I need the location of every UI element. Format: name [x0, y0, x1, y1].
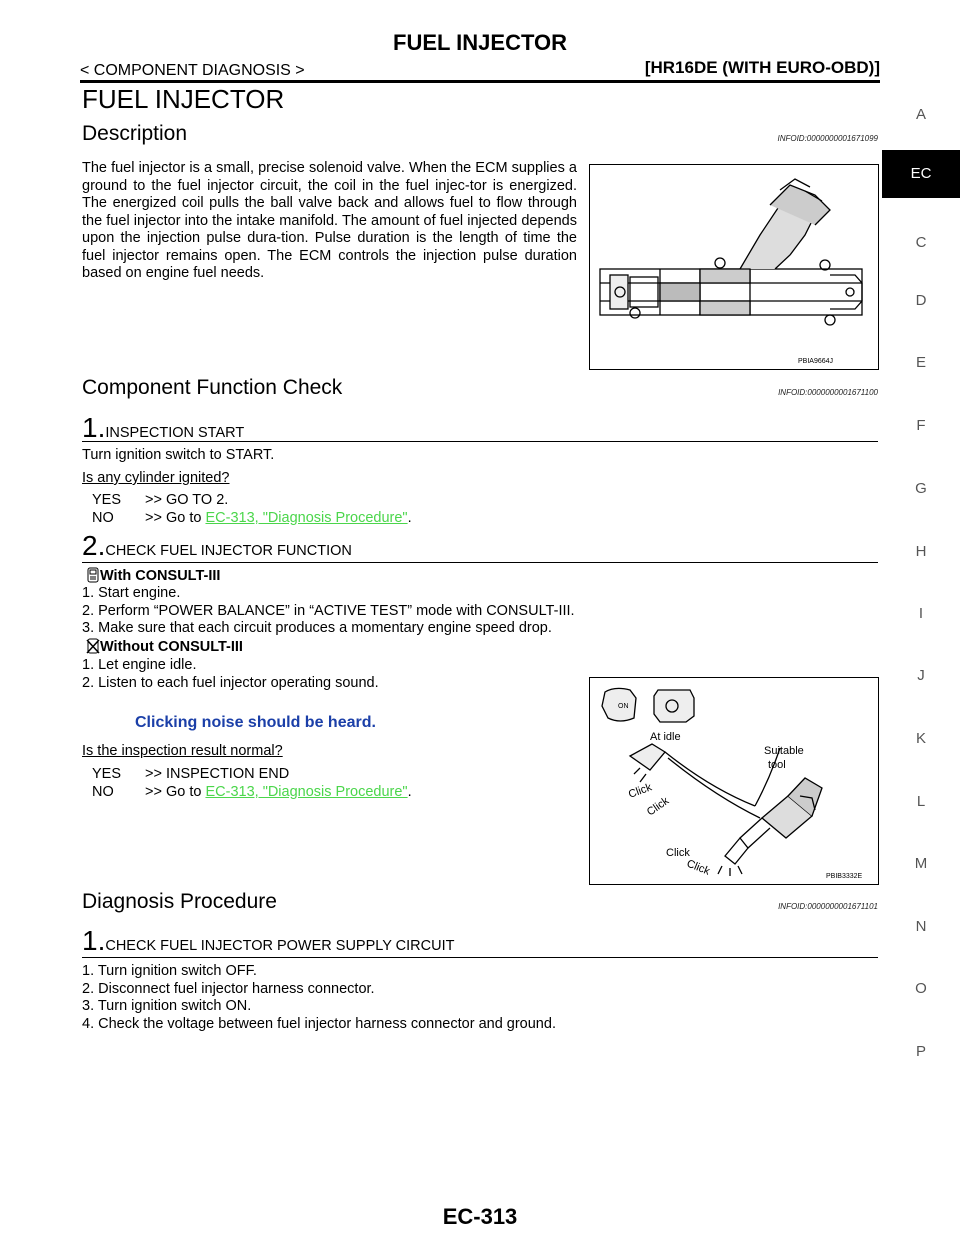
tab-e[interactable]: E — [915, 354, 926, 371]
diag-step1-rule — [82, 957, 878, 958]
page-number: EC-313 — [442, 1204, 518, 1229]
click-label: Click — [666, 847, 690, 859]
step2-no-prefix: >> Go to — [145, 784, 206, 800]
step1-instruction: Turn ignition switch to START. — [82, 447, 275, 463]
without-consult-row — [86, 638, 243, 657]
header-section: < COMPONENT DIAGNOSIS > — [80, 62, 305, 79]
suitable-label: Suitable — [764, 745, 804, 757]
header-rule — [80, 80, 880, 83]
with-consult-label: With CONSULT-III — [100, 568, 221, 584]
step1-no-row — [145, 510, 412, 528]
description-infoid: INFOID:0000000001671099 — [777, 134, 878, 143]
with-consult-item: 2. Perform “POWER BALANCE” in “ACTIVE TEST” mode with CONSULT-III. — [82, 602, 575, 619]
page-title: FUEL INJECTOR — [82, 84, 285, 114]
tab-ec[interactable]: EC — [882, 150, 960, 198]
tab-n[interactable]: N — [915, 918, 927, 935]
function-check-infoid: INFOID:0000000001671100 — [778, 388, 878, 397]
tab-f[interactable]: F — [916, 417, 926, 434]
without-consult-item: 1. Let engine idle. — [82, 657, 197, 673]
diag-step1-item: 4. Check the voltage between fuel injector harness connector and ground. — [82, 1015, 556, 1032]
step1-number: 1. — [82, 412, 106, 443]
step2-yes-label: YES — [92, 766, 122, 782]
diag-step1-number: 1. — [82, 925, 106, 956]
no-tool-icon — [86, 638, 100, 654]
diagnosis-heading: Diagnosis Procedure — [82, 890, 277, 913]
step2-rule — [82, 562, 878, 563]
without-consult-label: Without CONSULT-III — [100, 639, 243, 655]
step2-question: Is the inspection result normal? — [82, 743, 283, 759]
step1-no-label: NO — [92, 510, 114, 526]
tab-i[interactable]: I — [918, 605, 924, 622]
injector-section-drawing — [590, 165, 878, 369]
function-check-heading: Component Function Check — [82, 376, 343, 399]
step1-yes-label: YES — [92, 492, 122, 508]
tab-h[interactable]: H — [915, 543, 927, 560]
at-idle-label: At idle — [650, 731, 681, 743]
figure-id-2: PBIB3332E — [826, 873, 863, 880]
diagnosis-infoid: INFOID:0000000001671101 — [778, 902, 878, 911]
with-consult-item: 1. Start engine. — [82, 585, 181, 601]
step2-no-label: NO — [92, 784, 114, 800]
tab-p[interactable]: P — [915, 1043, 926, 1060]
diag-step1-title: CHECK FUEL INJECTOR POWER SUPPLY CIRCUIT — [105, 938, 455, 954]
side-index-tabs — [882, 0, 960, 1242]
figure-id-1: PBIA9664J — [798, 358, 834, 365]
tab-j[interactable]: J — [917, 667, 925, 684]
injector-sound-figure — [589, 677, 879, 885]
injector-section-figure — [589, 164, 879, 370]
without-consult-list — [82, 657, 379, 692]
step2-no-row — [145, 784, 412, 802]
click-label: Click — [644, 794, 672, 819]
header-engine: [HR16DE (WITH EURO-OBD)] — [644, 58, 880, 77]
injector-sound-drawing — [590, 678, 878, 884]
step2-number: 2. — [82, 530, 106, 561]
diag-step1-header — [82, 925, 455, 957]
step1-no-suffix: . — [407, 510, 412, 526]
tool-label: tool — [768, 759, 786, 771]
tab-a[interactable]: A — [915, 106, 926, 123]
consult-tool-icon — [86, 567, 100, 583]
click-label: Click — [684, 857, 712, 878]
diag-step1-item: 1. Turn ignition switch OFF. — [82, 963, 257, 979]
with-consult-item: 3. Make sure that each circuit produces a momentary engine speed drop. — [82, 620, 552, 636]
step2-header — [82, 530, 352, 562]
step2-diagnosis-link[interactable]: EC-313, "Diagnosis Procedure" — [205, 784, 408, 800]
description-text: The fuel injector is a small, precise solenoid valve. When the ECM supplies a ground to the fuel injector circuit, the coil in the fuel injec-tor is energized. The energized coil pulls the ball valve back and allows fuel to flow through the fuel injector into the intake manifold. The amount of fuel injected depends upon the injection pulse dura-tion. Pulse duration is the length of time the fuel injector remains open. The ECM controls the injection pulse duration based on engine fuel needs. — [82, 160, 577, 281]
step1-rule — [82, 441, 878, 442]
step1-header — [82, 412, 244, 444]
step2-title: CHECK FUEL INJECTOR FUNCTION — [105, 543, 352, 559]
click-label: Click — [626, 781, 654, 801]
tab-c[interactable]: C — [915, 234, 927, 251]
description-heading: Description — [82, 122, 188, 145]
diag-step1-list — [82, 963, 556, 1033]
tab-o[interactable]: O — [915, 980, 927, 997]
step1-title: INSPECTION START — [105, 425, 245, 441]
without-consult-item: 2. Listen to each fuel injector operating sound. — [82, 674, 379, 691]
tab-l[interactable]: L — [916, 793, 926, 810]
with-consult-list — [82, 585, 575, 638]
tab-g[interactable]: G — [915, 480, 927, 497]
step1-no-prefix: >> Go to — [145, 510, 206, 526]
tab-k[interactable]: K — [915, 730, 926, 747]
step2-yes-text: >> INSPECTION END — [145, 766, 290, 782]
clicking-noise-note: Clicking noise should be heard. — [135, 714, 376, 731]
step2-no-suffix: . — [407, 784, 412, 800]
header-title: FUEL INJECTOR — [393, 30, 567, 55]
step1-yes-text: >> GO TO 2. — [145, 492, 229, 508]
key-on-label: ON — [618, 703, 629, 710]
step1-question: Is any cylinder ignited? — [82, 470, 230, 486]
tab-d[interactable]: D — [915, 292, 927, 309]
step1-diagnosis-link[interactable]: EC-313, "Diagnosis Procedure" — [205, 510, 408, 526]
diag-step1-item: 2. Disconnect fuel injector harness connector. — [82, 980, 375, 997]
tab-m[interactable]: M — [914, 855, 928, 872]
with-consult-row — [86, 567, 220, 586]
diag-step1-item: 3. Turn ignition switch ON. — [82, 998, 252, 1014]
